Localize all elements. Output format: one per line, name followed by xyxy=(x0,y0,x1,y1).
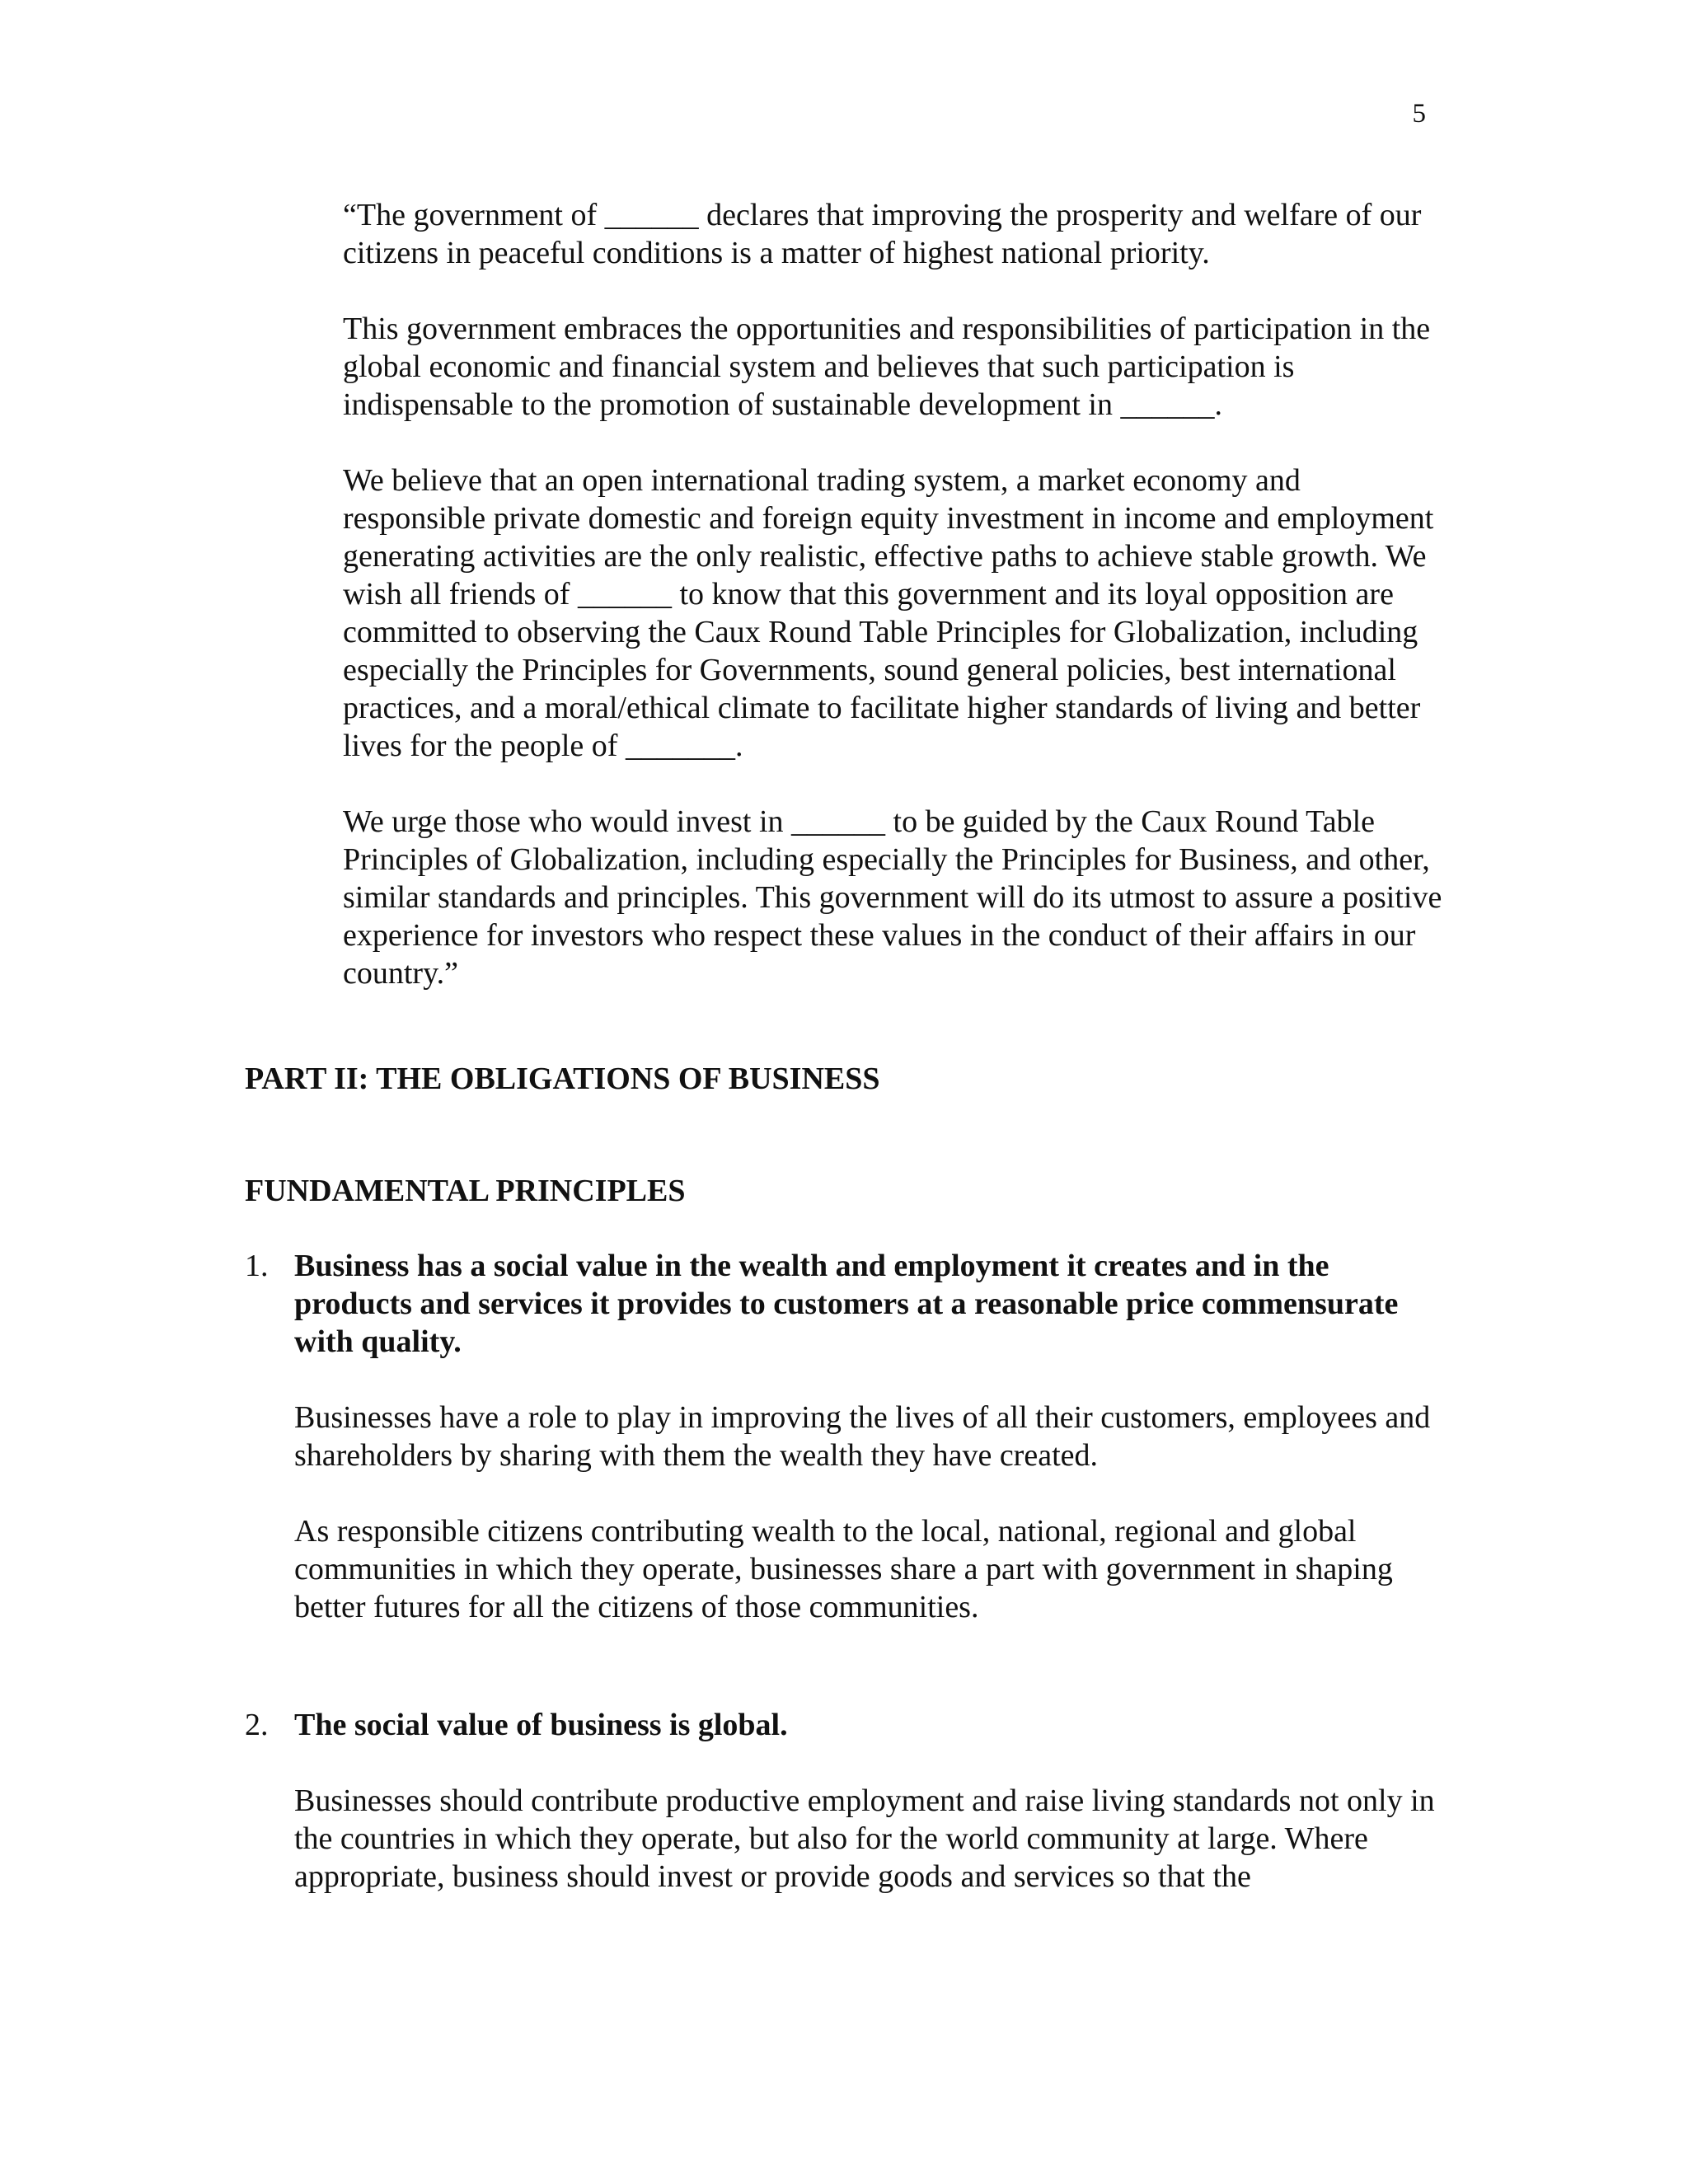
quote-paragraph: We urge those who would invest in ______ to be guided by the Caux Round Table Principles of Globalization, including especially the Principles for Business, and other, similar standards and principles. This government will do its utmost to assure a positive experience for investors who respect these values in the conduct of their affairs in our country.” xyxy=(343,804,1442,991)
principle-paragraph: Businesses should contribute productive employment and raise living standards not only in the countries in which they operate, but also for the world community at large. Where appropriate, business should invest or provide goods and services so that the xyxy=(294,1783,1435,1894)
section-heading: FUNDAMENTAL PRINCIPLES xyxy=(245,1174,686,1208)
principle-number: 2. xyxy=(245,1708,269,1742)
government-declaration-quote xyxy=(343,196,1447,1030)
quote-paragraph: This government embraces the opportunities and responsibilities of participation in the global economic and financial system and believes that such participation is indispensable to the promotion of sustainable development in ______. xyxy=(343,312,1431,422)
quote-paragraph: We believe that an open international trading system, a market economy and responsible private domestic and foreign equity investment in income and employment generating activities are the only realistic, effective paths to achieve stable growth. We wish all friends of ______ to know that this government and its loyal opposition are committed to observing the Caux Round Table Principles for Globalization, including especially the Principles for Governments, sound general policies, best international practices, and a moral/ethical climate to facilitate higher standards of living and better lives for the people of _______. xyxy=(343,463,1434,763)
principle-title: The social value of business is global. xyxy=(294,1708,788,1742)
principle-title: Business has a social value in the wealth and employment it creates and in the products and services it provides to customers at a reasonable price commensurate with quality. xyxy=(294,1249,1399,1359)
principle-paragraph: Businesses have a role to play in improving the lives of all their customers, employees and shareholders by sharing with them the wealth they have created. xyxy=(294,1400,1431,1473)
page-number: 5 xyxy=(1412,99,1426,129)
principle-item xyxy=(245,1247,1448,1664)
principle-body xyxy=(294,1706,1448,1896)
principle-body xyxy=(294,1247,1448,1626)
part-heading: PART II: THE OBLIGATIONS OF BUSINESS xyxy=(245,1062,880,1096)
principle-paragraph: As responsible citizens contributing wealth to the local, national, regional and global communities in which they operate, businesses share a part with government in shaping better futures for all the citizens of those communities. xyxy=(294,1514,1393,1624)
principle-number: 1. xyxy=(245,1249,269,1283)
quote-paragraph: “The government of ______ declares that improving the prosperity and welfare of our citizens in peaceful conditions is a matter of highest national priority. xyxy=(343,198,1422,270)
principle-item xyxy=(245,1706,1448,1933)
